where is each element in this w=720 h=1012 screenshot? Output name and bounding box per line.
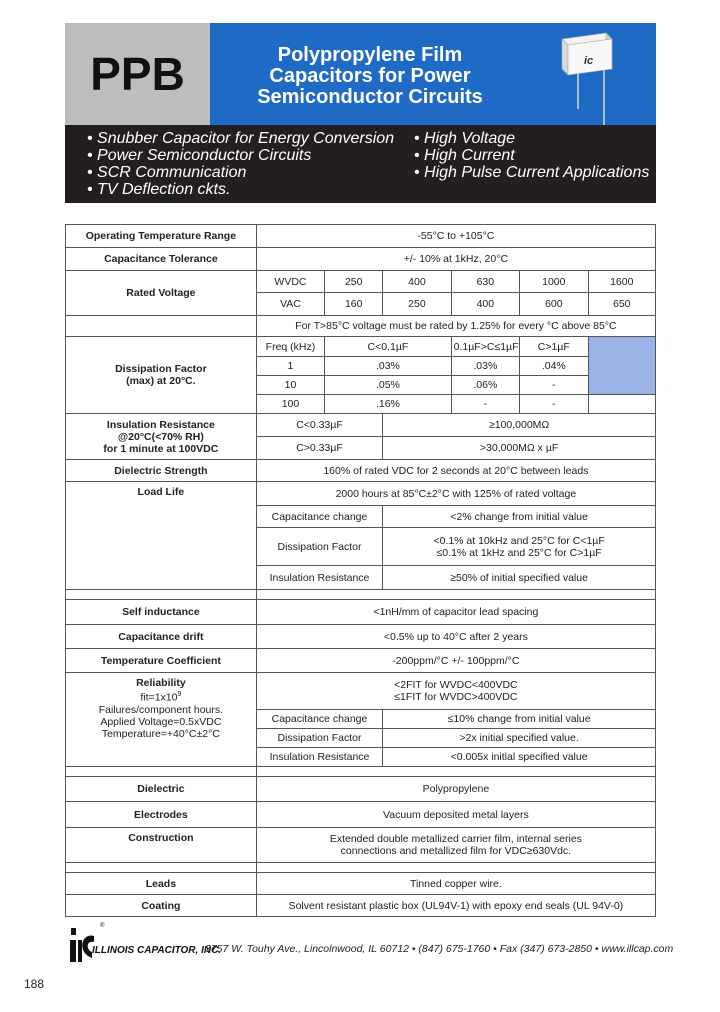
rated-voltage-label: Rated Voltage [66, 271, 257, 316]
vac-value: 600 [520, 293, 588, 316]
df-freq: 100 [256, 395, 324, 414]
df-value: - [451, 395, 519, 414]
spacer-row [66, 767, 656, 777]
illinois-capacitor-logo [66, 922, 222, 966]
df-highlight-cell [588, 337, 656, 395]
header-banner [65, 23, 656, 125]
voltage-note-row [66, 316, 656, 337]
reliability-ir: <0.005x initial specified value [383, 748, 656, 767]
reliability-fit: <2FIT for WVDC<400VDC ≤1FIT for WVDC>400VDC [256, 673, 655, 710]
df-header-row [66, 337, 656, 357]
wvdc-value: 400 [383, 271, 451, 293]
df-header: 0.1µF>C≤1µF [451, 337, 519, 357]
ir-value: ≥100,000MΩ [383, 414, 656, 437]
ic-logo-mark: ic [584, 55, 594, 67]
leads-label: Leads [66, 873, 257, 895]
title-line-1: Polypropylene Film [277, 44, 463, 66]
df-value: - [520, 376, 588, 395]
vac-value: 650 [588, 293, 656, 316]
feature-item: • SCR Communication [87, 164, 247, 181]
leads-row [66, 873, 656, 895]
footer-contact: 3757 W. Touhy Ave., Lincolnwood, IL 60712 • (847) 675-1760 • Fax (347) 673-2850 • www.illcap.com [205, 943, 674, 955]
wvdc-row [66, 271, 656, 293]
load-life-label: Load Life [66, 482, 257, 590]
op-temp-row [66, 225, 656, 248]
reliability-ir-label: Insulation Resistance [256, 748, 382, 767]
feature-item: • High Voltage [414, 130, 516, 147]
dielectric-label: Dielectric [66, 777, 257, 802]
load-life-row [66, 482, 656, 506]
coating-row [66, 895, 656, 917]
capacitor-image [554, 29, 644, 125]
reliability-row [66, 673, 656, 710]
title-panel [210, 23, 656, 125]
construction-label: Construction [66, 828, 257, 863]
dissipation-factor-label: Dissipation Factor (max) at 20°C. [66, 337, 257, 414]
ir-condition: C<0.33µF [256, 414, 382, 437]
insulation-resistance-label: Insulation Resistance @20°C(<70% RH) for 1 minute at 100VDC [66, 414, 257, 460]
df-freq: 1 [256, 357, 324, 376]
load-life-cap-change-label: Capacitance change [256, 506, 382, 528]
registered-mark: ® [100, 923, 105, 929]
dielectric-strength-value: 160% of rated VDC for 2 seconds at 20°C between leads [256, 460, 655, 482]
reliability-df: >2x initial specified value. [383, 729, 656, 748]
reliability-df-label: Dissipation Factor [256, 729, 382, 748]
load-life-df-label: Dissipation Factor [256, 528, 382, 566]
spacer-row [66, 863, 656, 873]
df-value: .16% [325, 395, 451, 414]
coating-value: Solvent resistant plastic box (UL94V-1) with epoxy end seals (UL 94V-0) [256, 895, 655, 917]
self-inductance-row [66, 600, 656, 625]
dielectric-strength-label: Dielectric Strength [66, 460, 257, 482]
df-value: .06% [451, 376, 519, 395]
wvdc-label: WVDC [256, 271, 324, 293]
wvdc-value: 250 [325, 271, 383, 293]
temp-coeff-label: Temperature Coefficient [66, 649, 257, 673]
title-line-3: Semiconductor Circuits [257, 86, 483, 108]
dielectric-row [66, 777, 656, 802]
feature-item: • High Pulse Current Applications [414, 164, 650, 181]
self-inductance-value: <1nH/mm of capacitor lead spacing [256, 600, 655, 625]
dielectric-value: Polypropylene [256, 777, 655, 802]
spacer-row [66, 590, 656, 600]
reliability-cap-change-label: Capacitance change [256, 710, 382, 729]
feature-item: • TV Deflection ckts. [87, 181, 231, 198]
electrodes-label: Electrodes [66, 802, 257, 828]
feature-item: • Snubber Capacitor for Energy Conversion [87, 130, 395, 147]
leads-value: Tinned copper wire. [256, 873, 655, 895]
construction-value: Extended double metallized carrier film, internal series connections and metallized film for VDC≥630Vdc. [256, 828, 655, 863]
load-life-cap-change: <2% change from initial value [383, 506, 656, 528]
page-number: 188 [24, 977, 45, 991]
feature-item: • Power Semiconductor Circuits [87, 147, 312, 164]
temp-coeff-row [66, 649, 656, 673]
self-inductance-label: Self inductance [66, 600, 257, 625]
product-title [230, 45, 510, 108]
temp-coeff-value: -200ppm/°C +/- 100ppm/°C [256, 649, 655, 673]
load-life-ir: ≥50% of initial specified value [383, 566, 656, 590]
insulation-row [66, 414, 656, 437]
op-temp-value: -55°C to +105°C [256, 225, 655, 248]
load-life-condition: 2000 hours at 85°C±2°C with 125% of rated voltage [256, 482, 655, 506]
feature-item: • High Current [414, 147, 515, 164]
electrodes-value: Vacuum deposited metal layers [256, 802, 655, 828]
cap-drift-value: <0.5% up to 40°C after 2 years [256, 625, 655, 649]
wvdc-value: 630 [451, 271, 519, 293]
df-freq: 10 [256, 376, 324, 395]
df-header: C>1µF [520, 337, 588, 357]
vac-value: 160 [325, 293, 383, 316]
cap-drift-label: Capacitance drift [66, 625, 257, 649]
cap-tol-label: Capacitance Tolerance [66, 248, 257, 271]
ir-value: >30,000MΩ x µF [383, 437, 656, 460]
ir-condition: C>0.33µF [256, 437, 382, 460]
df-value: .04% [520, 357, 588, 376]
construction-row [66, 828, 656, 863]
vac-label: VAC [256, 293, 324, 316]
voltage-derating-note: For T>85°C voltage must be rated by 1.25% for every °C above 85°C [256, 316, 655, 337]
reliability-cap-change: ≤10% change from initial value [383, 710, 656, 729]
coating-label: Coating [66, 895, 257, 917]
df-value: .03% [451, 357, 519, 376]
electrodes-row [66, 802, 656, 828]
df-header: Freq (kHz) [256, 337, 324, 357]
dielectric-strength-row [66, 460, 656, 482]
load-life-ir-label: Insulation Resistance [256, 566, 382, 590]
df-value: - [520, 395, 588, 414]
features-panel [65, 125, 656, 203]
cap-tol-value: +/- 10% at 1kHz, 20°C [256, 248, 655, 271]
vac-value: 400 [451, 293, 519, 316]
op-temp-label: Operating Temperature Range [66, 225, 257, 248]
df-header: C<0.1µF [325, 337, 451, 357]
cap-drift-row [66, 625, 656, 649]
wvdc-value: 1000 [520, 271, 588, 293]
cap-tol-row [66, 248, 656, 271]
wvdc-value: 1600 [588, 271, 656, 293]
company-name: ILLINOIS CAPACITOR, INC. [92, 945, 222, 956]
title-line-2: Capacitors for Power [269, 65, 471, 87]
series-code: PPB [65, 23, 210, 125]
df-value: .05% [325, 376, 451, 395]
vac-value: 250 [383, 293, 451, 316]
load-life-df: <0.1% at 10kHz and 25°C for C<1µF ≤0.1% at 1kHz and 25°C for C>1µF [383, 528, 656, 566]
spec-table [65, 224, 656, 917]
df-value: .03% [325, 357, 451, 376]
reliability-label-block: Reliability $fit=1x10^9$ Failures/component hours. Applied Voltage=0.5xVDC Temperature=+40°C±2°C [66, 673, 257, 767]
